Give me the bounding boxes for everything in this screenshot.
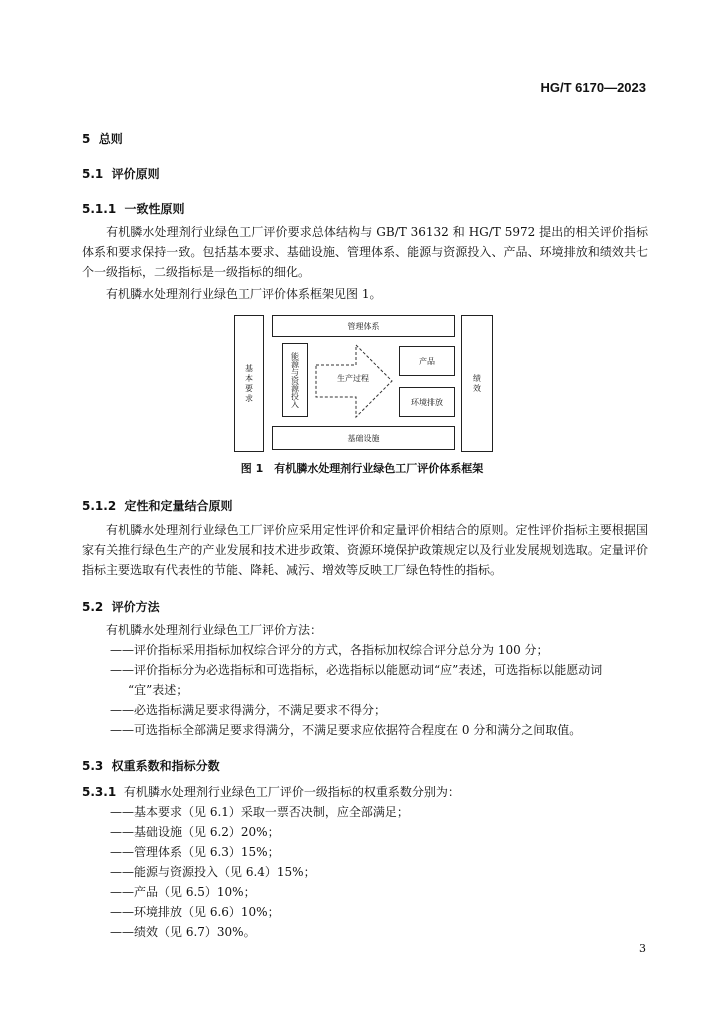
- list-item: ——必选指标满足要求得满分，不满足要求不得分；: [110, 703, 387, 717]
- list-item: ——环境排放（见 6.6）10%；: [110, 905, 280, 919]
- infrastructure-box: 基础设施: [272, 426, 455, 450]
- section-number: 5: [82, 132, 91, 146]
- section-title: 评价原则: [111, 167, 160, 181]
- section-title: 一致性原则: [124, 202, 185, 216]
- list-item: ——管理体系（见 6.3）15%；: [110, 845, 280, 859]
- list-item: ——绩效（见 6.7）30%。: [110, 925, 256, 939]
- section-number: 5.1.1: [82, 202, 117, 216]
- section-5-1-2-heading: [82, 497, 233, 514]
- energy-resources-box: 能源与资源投入: [282, 343, 308, 417]
- list-item: ——基本要求（见 6.1）采取一票否决制，应全部满足；: [110, 805, 409, 819]
- section-number: 5.2: [82, 600, 104, 614]
- product-box: 产品: [399, 346, 455, 376]
- emission-box: 环境排放: [399, 387, 455, 417]
- section-number: 5.1: [82, 167, 104, 181]
- standard-number: HG/T 6170—2023: [540, 80, 646, 95]
- section-title: 权重系数和指标分数: [111, 759, 220, 773]
- paragraph: [82, 284, 648, 304]
- list-item: ——产品（见 6.5）10%；: [110, 885, 256, 899]
- paragraph: [82, 222, 648, 282]
- paragraph-text: 有机膦水处理剂行业绿色工厂评价要求总体结构与 GB/T 36132 和 HG/T 5972 提出的相关评价指标体系和要求保持一致。包括基本要求、基础设施、管理体系、能源与资源投入、产品、环境排放和绩效共七个一级指标，二级指标是一级指标的细化。: [82, 225, 648, 279]
- section-5-1-1-heading: [82, 200, 185, 217]
- performance-box: 绩效: [461, 315, 493, 452]
- section-5-3-1-paragraph: [82, 782, 648, 802]
- section-5-2-heading: [82, 598, 160, 615]
- section-title: 定性和定量结合原则: [124, 499, 233, 513]
- page-number: 3: [639, 942, 646, 955]
- list-item: ——可选指标全部满足要求得满分，不满足要求应依据符合程度在 0 分和满分之间取值。: [110, 723, 582, 737]
- paragraph: [82, 620, 648, 640]
- list-item: ——评价指标采用指标加权综合评分的方式，各指标加权综合评分总分为 100 分；: [110, 643, 549, 657]
- section-5-3-heading: [82, 757, 220, 774]
- section-number: 5.1.2: [82, 499, 117, 513]
- section-number: 5.3.1: [82, 785, 117, 799]
- paragraph-text: 有机膦水处理剂行业绿色工厂评价应采用定性评价和定量评价相结合的原则。定性评价指标主要根据国家有关推行绿色生产的产业发展和技术进步政策、资源环境保护政策规定以及行业发展规划选取。定量评价指标主要选取有代表性的节能、降耗、减污、增效等反映工厂绿色特性的指标。: [82, 523, 648, 577]
- list-item: ——基础设施（见 6.2）20%；: [110, 825, 280, 839]
- paragraph-text: 有机膦水处理剂行业绿色工厂评价体系框架见图 1。: [106, 287, 382, 301]
- list-item: ——评价指标分为必选指标和可选指标，必选指标以能愿动词“应”表述，可选指标以能愿动词: [110, 663, 603, 677]
- section-number: 5.3: [82, 759, 104, 773]
- section-5-1-heading: [82, 165, 160, 182]
- paragraph-text: 有机膦水处理剂行业绿色工厂评价方法：: [106, 623, 323, 637]
- process-label: 生产过程: [337, 374, 369, 383]
- section-5-heading: [82, 130, 123, 147]
- basic-requirements-box: 基本要求: [234, 315, 264, 452]
- list-item: ——能源与资源投入（见 6.4）15%；: [110, 865, 316, 879]
- list-item-continuation: “宜”表述；: [128, 683, 189, 697]
- paragraph-text: 有机膦水处理剂行业绿色工厂评价一级指标的权重系数分别为：: [123, 785, 460, 799]
- paragraph: [82, 520, 648, 580]
- section-title: 总则: [98, 132, 123, 146]
- section-title: 评价方法: [111, 600, 160, 614]
- framework-figure: [234, 315, 493, 452]
- management-system-box: 管理体系: [272, 315, 455, 337]
- figure-caption: 图 1 有机膦水处理剂行业绿色工厂评价体系框架: [240, 462, 484, 475]
